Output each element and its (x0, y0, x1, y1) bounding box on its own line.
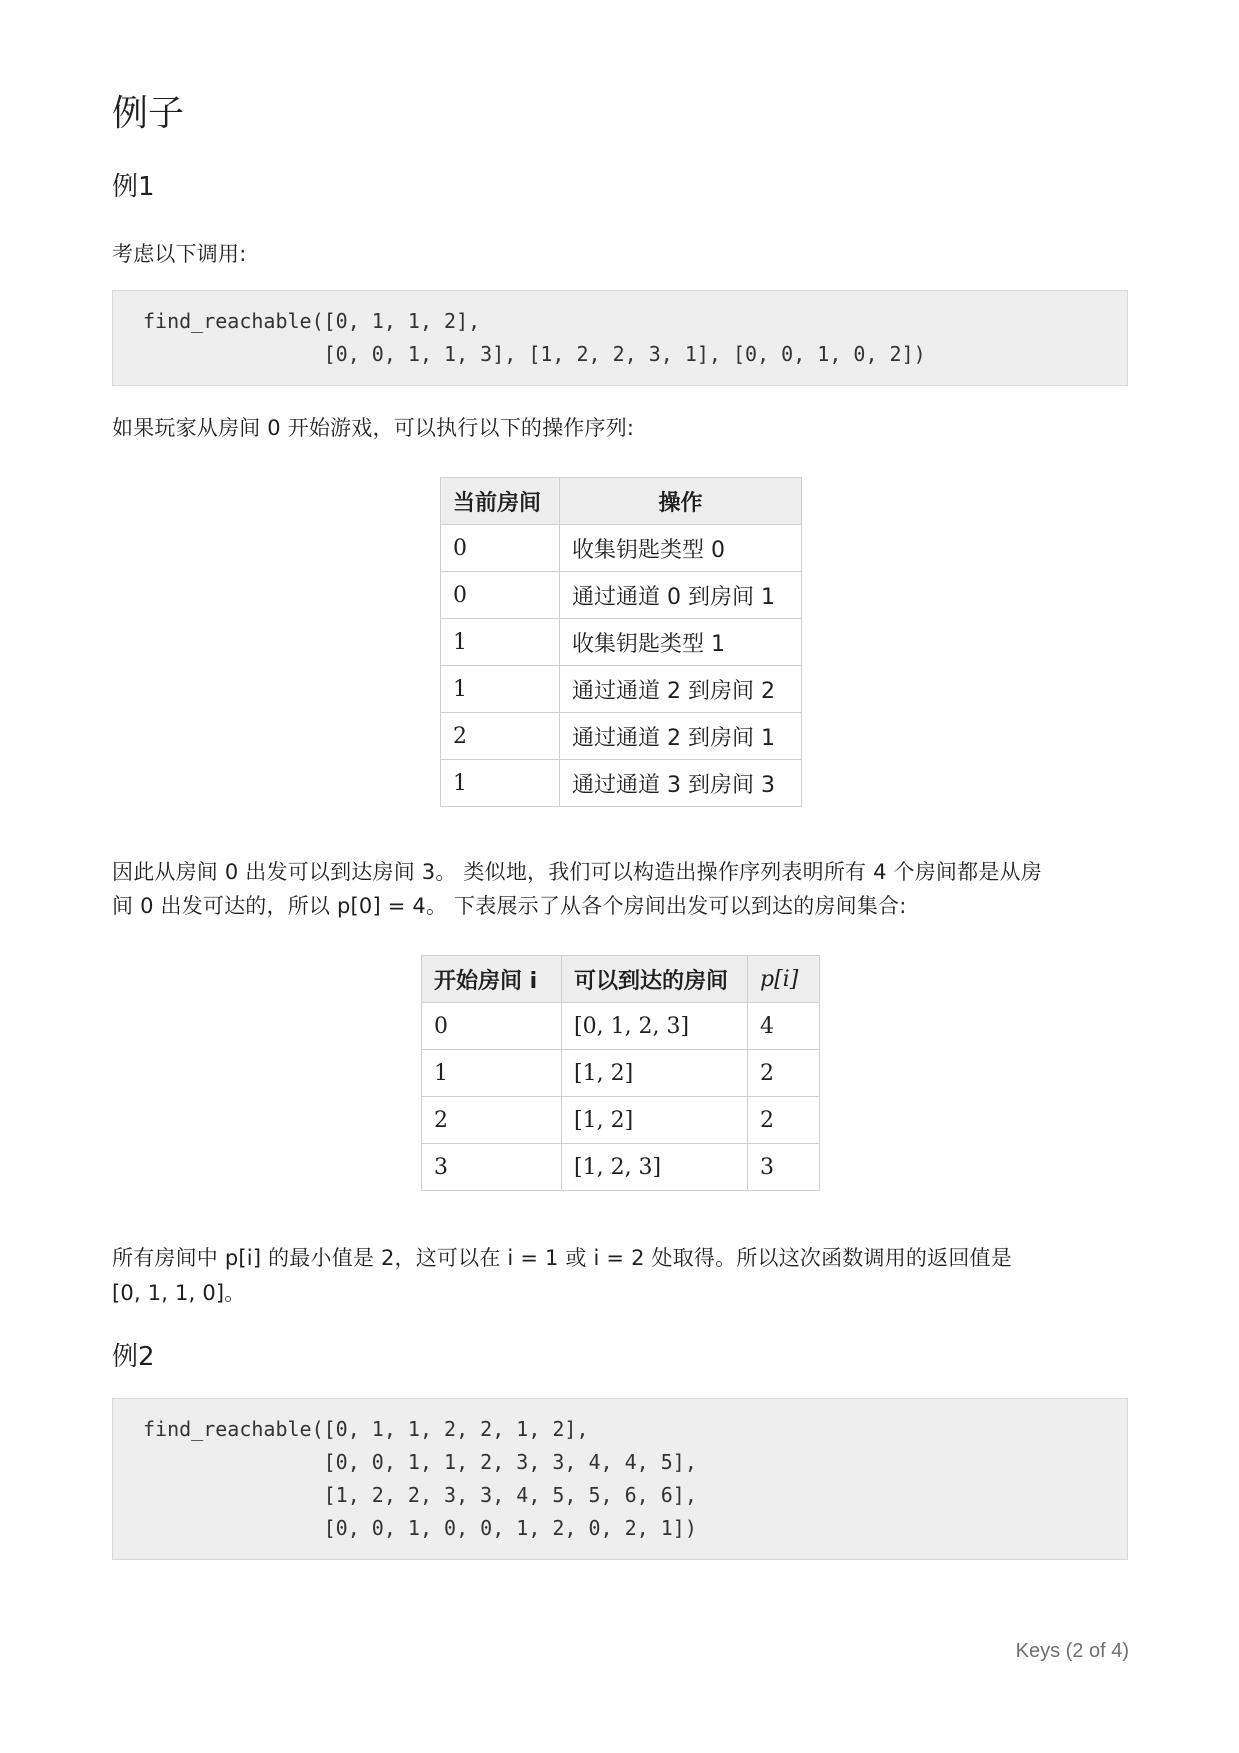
table-cell: [1, 2] (562, 1097, 748, 1144)
table-cell: 1 (441, 619, 560, 666)
example2-title: 例2 (112, 1342, 155, 1372)
table-row (441, 713, 802, 760)
table-cell: 通过通道 3 到房间 3 (560, 760, 802, 807)
table-header-cell: 当前房间 (441, 478, 560, 525)
table-row (441, 619, 802, 666)
table-cell: 收集钥匙类型 1 (560, 619, 802, 666)
table-row (422, 1097, 820, 1144)
table-cell: [1, 2] (562, 1050, 748, 1097)
table-row (441, 760, 802, 807)
example1-title: 例1 (112, 172, 155, 202)
table-cell: 1 (441, 760, 560, 807)
example1-summary-line2: [0, 1, 1, 0]。 (112, 1281, 246, 1305)
example1-summary-line1: 所有房间中 p[i] 的最小值是 2，这可以在 i = 1 或 i = 2 处取得。所以这次函数调用的返回值是 (112, 1246, 1012, 1270)
table-cell: 3 (748, 1144, 820, 1191)
table-cell: 1 (422, 1050, 562, 1097)
table-cell: 0 (422, 1003, 562, 1050)
table-row (422, 1144, 820, 1191)
example1-code: find_reachable([0, 1, 1, 2], [0, 0, 1, 1, 3], [1, 2, 2, 3, 1], [0, 0, 1, 0, 2]) (143, 309, 926, 366)
example1-code-block (112, 290, 1128, 386)
example1-conclusion-line2: 间 0 出发可达的，所以 p[0] = 4。 下表展示了从各个房间出发可以到达的房间集合: (112, 894, 907, 918)
table-header-cell: p[i] (748, 956, 820, 1003)
table-cell: 2 (748, 1050, 820, 1097)
table-header-cell: 可以到达的房间 (562, 956, 748, 1003)
table-row (422, 1003, 820, 1050)
table-cell: 通过通道 2 到房间 2 (560, 666, 802, 713)
page-footer: Keys (2 of 4) (1015, 1640, 1129, 1662)
table-cell: 通过通道 0 到房间 1 (560, 572, 802, 619)
table-cell: 2 (422, 1097, 562, 1144)
table-cell: 收集钥匙类型 0 (560, 525, 802, 572)
table-cell: 2 (748, 1097, 820, 1144)
table-header-row (441, 478, 802, 525)
table-cell: 1 (441, 666, 560, 713)
example1-sequence-intro: 如果玩家从房间 0 开始游戏，可以执行以下的操作序列: (112, 416, 635, 440)
example2-code-block (112, 1398, 1128, 1560)
table-cell: 通过通道 2 到房间 1 (560, 713, 802, 760)
table-cell: 3 (422, 1144, 562, 1191)
example2-code: find_reachable([0, 1, 1, 2, 2, 1, 2], [0, 0, 1, 1, 2, 3, 3, 4, 4, 5], [1, 2, 2, 3, 3, 4, 5, 5, 6, 6], [0, 0, 1, 0, 0, 1, 2, 0, 2, 1]) (143, 1417, 697, 1540)
table-row (441, 572, 802, 619)
reachability-table (421, 955, 820, 1191)
example1-intro: 考虑以下调用: (112, 242, 247, 266)
reachability-table-wrapper (421, 955, 820, 1191)
table-row (422, 1050, 820, 1097)
operations-table-wrapper (440, 477, 802, 807)
table-header-cell: 开始房间 i (422, 956, 562, 1003)
table-cell: 0 (441, 572, 560, 619)
table-header-cell: 操作 (560, 478, 802, 525)
table-header-row (422, 956, 820, 1003)
table-cell: 4 (748, 1003, 820, 1050)
table-cell: [1, 2, 3] (562, 1144, 748, 1191)
table-row (441, 666, 802, 713)
table-cell: [0, 1, 2, 3] (562, 1003, 748, 1050)
section-heading-examples: 例子 (112, 93, 185, 134)
operations-table (440, 477, 802, 807)
table-cell: 0 (441, 525, 560, 572)
table-row (441, 525, 802, 572)
table-cell: 2 (441, 713, 560, 760)
example1-conclusion-line1: 因此从房间 0 出发可以到达房间 3。 类似地，我们可以构造出操作序列表明所有 4 个房间都是从房 (112, 860, 1042, 884)
